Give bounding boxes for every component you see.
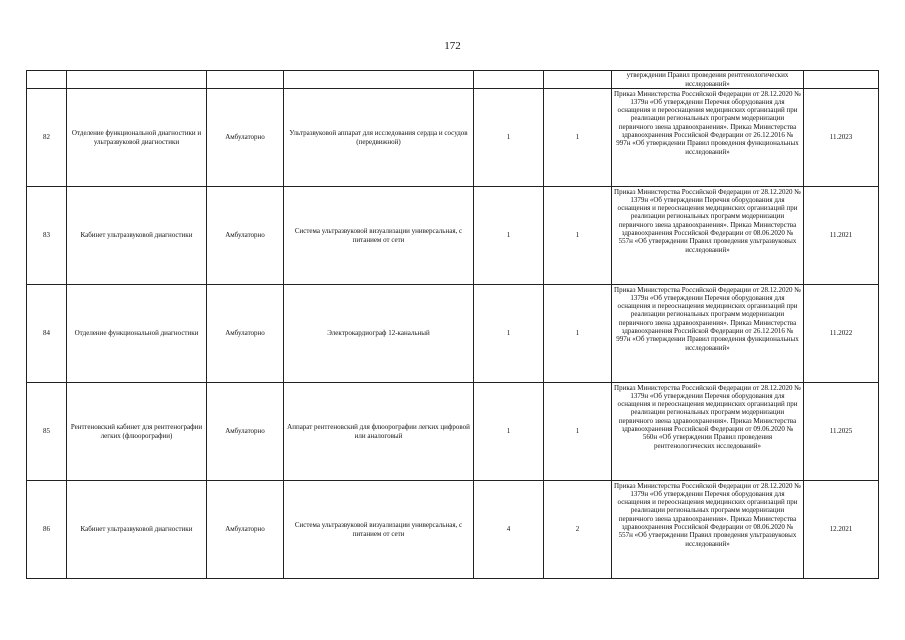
condition: Амбулаторно [207, 89, 284, 187]
table-row [27, 89, 879, 187]
basis-text: Приказ Министерства Российской Федерации от 28.12.2020 № 1379н «Об утверждении Перечня оборудования для оснащения и переоснащения медицинских организаций при реализации региональных программ модернизации первичного звена здравоохранения». Приказ Министерства здравоохранения Российской Федерации от 08.06.2020 № 557н «Об утверждении Правил проведения ультразвуковых исследований» [614, 187, 801, 254]
table-row [27, 481, 879, 579]
basis-cell [612, 187, 804, 285]
available-count: 1 [544, 89, 612, 187]
basis-cell [612, 285, 804, 383]
cell-condition [207, 71, 284, 89]
cell-num [27, 71, 67, 89]
department: Кабинет ультразвуковой диагностики [67, 481, 207, 579]
table-row [27, 187, 879, 285]
basis-text: Приказ Министерства Российской Федерации от 28.12.2020 № 1379н «Об утверждении Перечня оборудования для оснащения и переоснащения медицинских организаций при реализации региональных программ модернизации первичного звена здравоохранения». Приказ Министерства здравоохранения Российской Федерации от 26.12.2016 № 997н «Об утверждении Правил проведения функциональных исследований» [614, 285, 801, 352]
equipment: Система ультразвуковой визуализации универсальная, с питанием от сети [284, 187, 474, 285]
available-count: 1 [544, 285, 612, 383]
continuation-row [27, 71, 879, 89]
cell-department [67, 71, 207, 89]
condition: Амбулаторно [207, 383, 284, 481]
cell-equipment [284, 71, 474, 89]
required-count: 1 [474, 383, 544, 481]
available-count: 1 [544, 187, 612, 285]
row-number: 86 [27, 481, 67, 579]
cell-date [804, 71, 879, 89]
date: 11.2023 [804, 89, 879, 187]
row-number: 85 [27, 383, 67, 481]
condition: Амбулаторно [207, 481, 284, 579]
date: 11.2022 [804, 285, 879, 383]
department: Отделение функциональной диагностики и ультразвуковой диагностики [67, 89, 207, 187]
row-number: 84 [27, 285, 67, 383]
date: 12.2021 [804, 481, 879, 579]
basis-text: утверждении Правил проведения рентгенологических исследований» [626, 71, 789, 88]
basis-cell [612, 383, 804, 481]
basis-text: Приказ Министерства Российской Федерации от 28.12.2020 № 1379н «Об утверждении Перечня оборудования для оснащения и переоснащения медицинских организаций при реализации региональных программ модернизации первичного звена здравоохранения». Приказ Министерства здравоохранения Российской Федерации от 09.06.2020 № 560н «Об утверждении Правил проведения рентгенологических исследований» [614, 383, 801, 450]
row-number: 83 [27, 187, 67, 285]
basis-cell [612, 481, 804, 579]
cell-basis [612, 71, 804, 89]
equipment: Система ультразвуковой визуализации универсальная, с питанием от сети [284, 481, 474, 579]
equipment-table [26, 70, 879, 579]
equipment: Электрокардиограф 12-канальный [284, 285, 474, 383]
available-count: 1 [544, 383, 612, 481]
basis-cell [612, 89, 804, 187]
department: Рентгеновский кабинет для рентгенографии легких (флюорографии) [67, 383, 207, 481]
basis-text: Приказ Министерства Российской Федерации от 28.12.2020 № 1379н «Об утверждении Перечня оборудования для оснащения и переоснащения медицинских организаций при реализации региональных программ модернизации первичного звена здравоохранения». Приказ Министерства здравоохранения Российской Федерации от 26.12.2016 № 997н «Об утверждении Правил проведения функциональных исследований» [614, 89, 801, 156]
row-number: 82 [27, 89, 67, 187]
department: Отделение функциональной диагностики [67, 285, 207, 383]
required-count: 1 [474, 187, 544, 285]
condition: Амбулаторно [207, 187, 284, 285]
required-count: 4 [474, 481, 544, 579]
cell-available [544, 71, 612, 89]
condition: Амбулаторно [207, 285, 284, 383]
department: Кабинет ультразвуковой диагностики [67, 187, 207, 285]
cell-required [474, 71, 544, 89]
available-count: 2 [544, 481, 612, 579]
table-row [27, 285, 879, 383]
page-number: 172 [444, 40, 461, 52]
required-count: 1 [474, 285, 544, 383]
equipment: Аппарат рентгеновский для флюорографии легких цифровой или аналоговый [284, 383, 474, 481]
date: 11.2025 [804, 383, 879, 481]
required-count: 1 [474, 89, 544, 187]
basis-text: Приказ Министерства Российской Федерации от 28.12.2020 № 1379н «Об утверждении Перечня оборудования для оснащения и переоснащения медицинских организаций при реализации региональных программ модернизации первичного звена здравоохранения». Приказ Министерства здравоохранения Российской Федерации от 08.06.2020 № 557н «Об утверждении Правил проведения ультразвуковых исследований» [614, 481, 801, 548]
date: 11.2021 [804, 187, 879, 285]
table-row [27, 383, 879, 481]
equipment: Ультразвуковой аппарат для исследования сердца и сосудов (передвижной) [284, 89, 474, 187]
